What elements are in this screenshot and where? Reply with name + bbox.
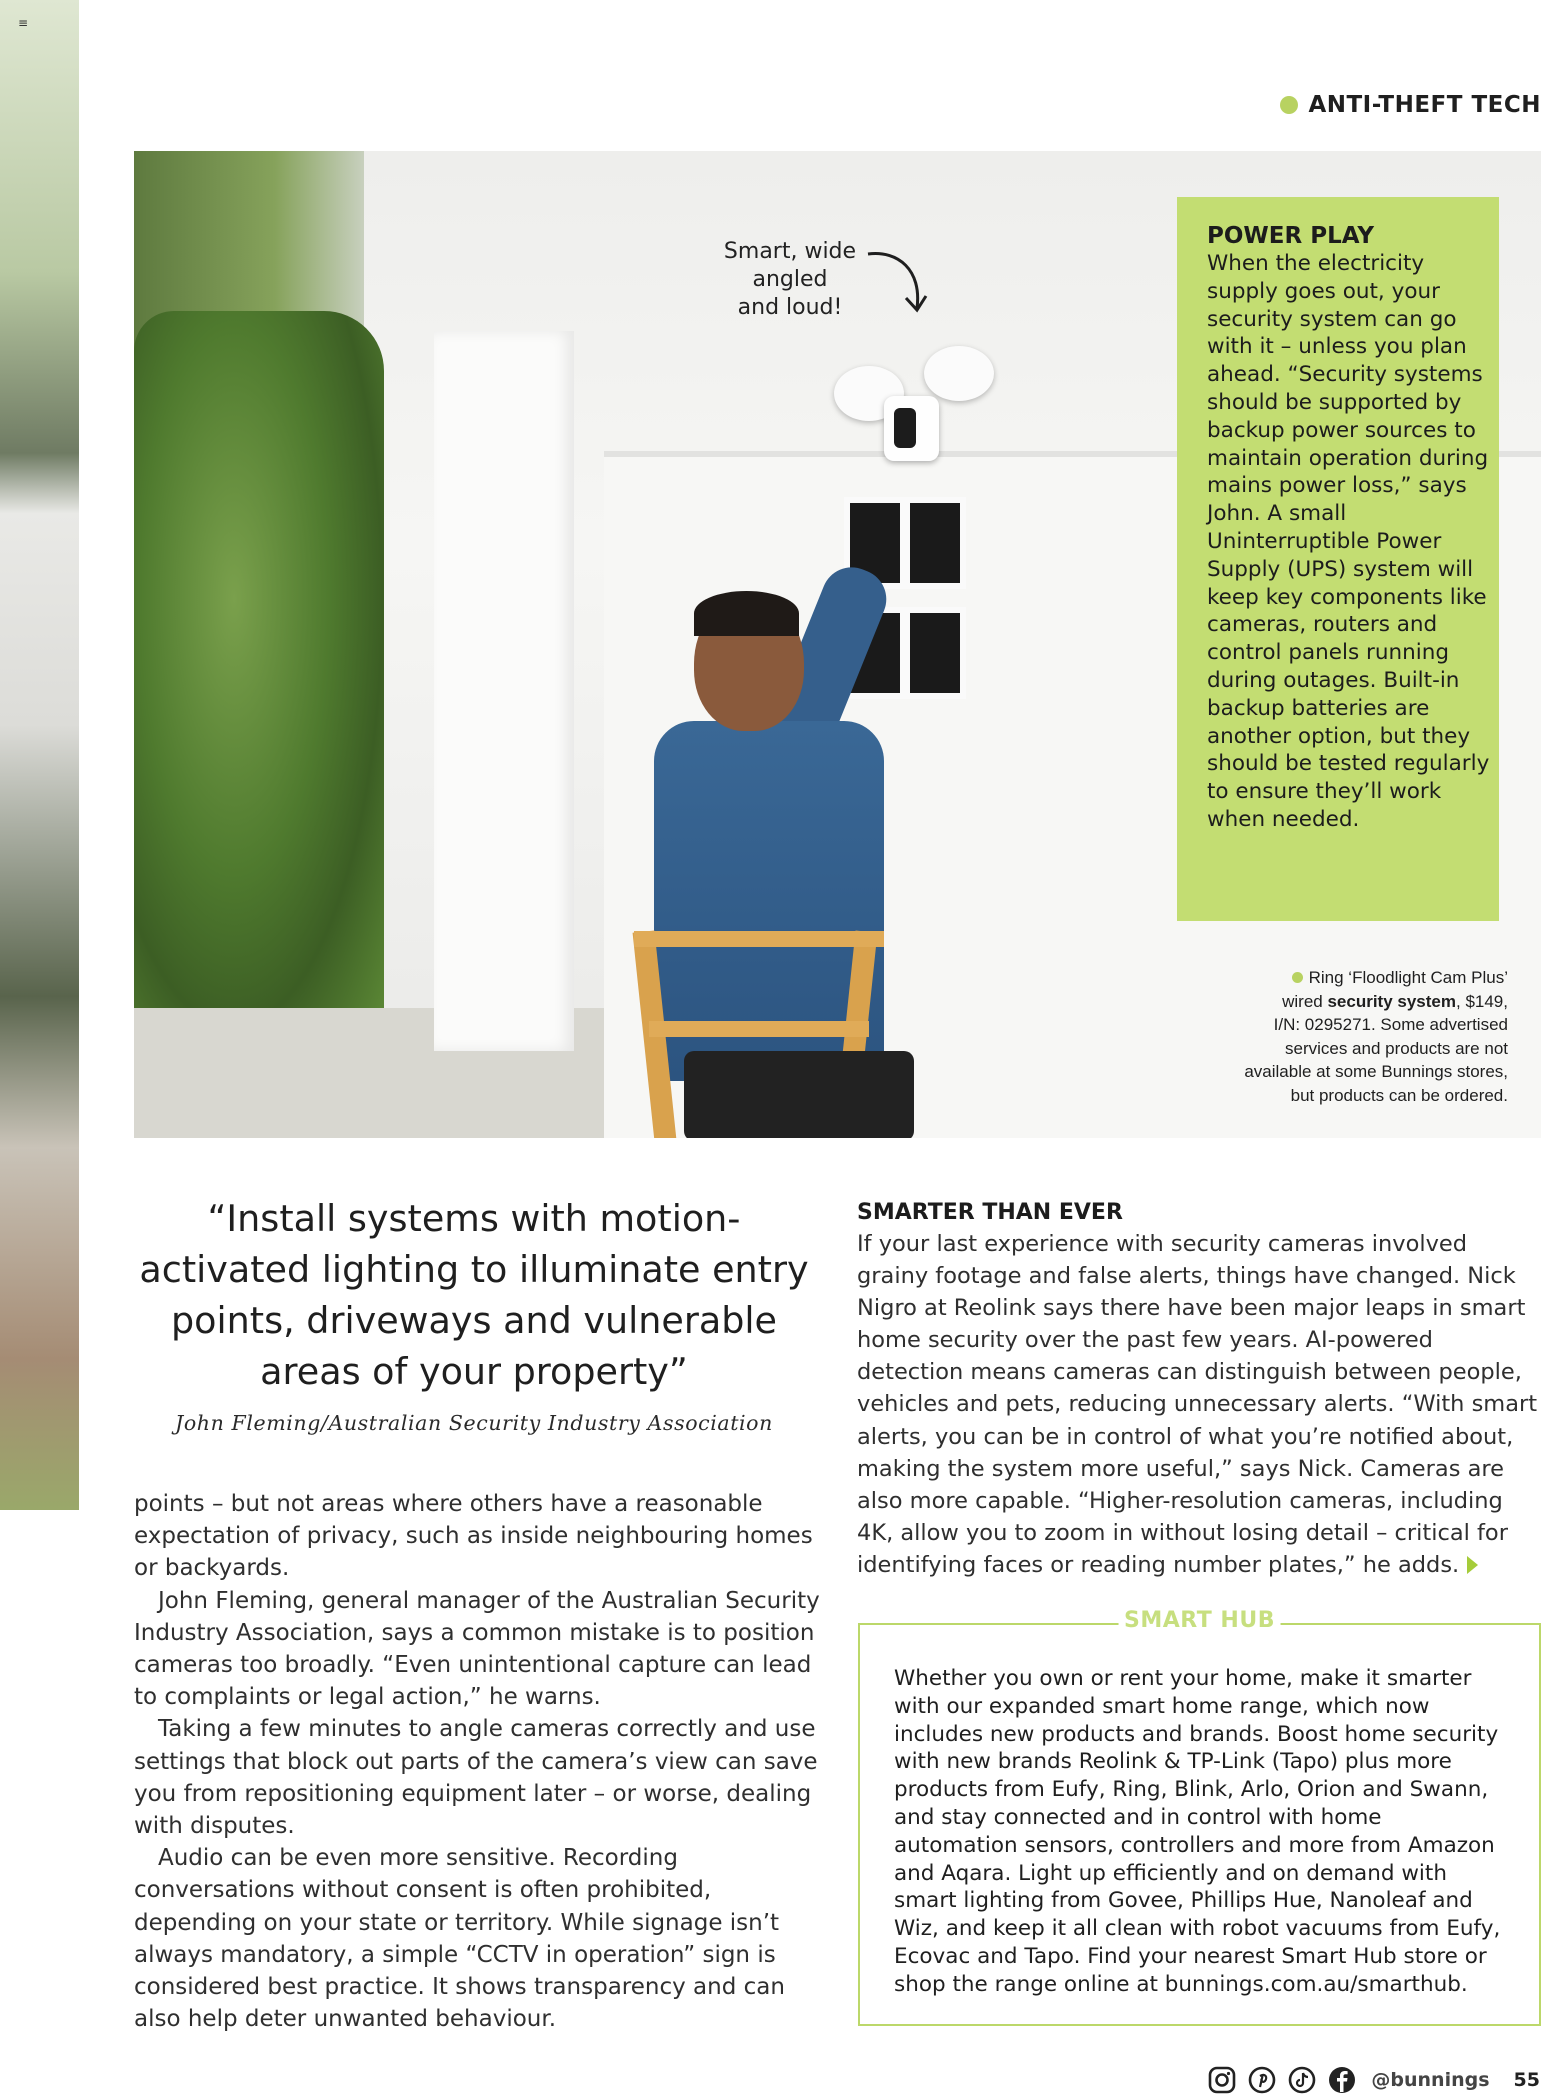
hero-caption-line: and loud! xyxy=(737,295,843,320)
credit-dot-icon xyxy=(1292,972,1303,983)
credit-line-bold: security system xyxy=(1327,991,1456,1011)
body-paragraph: Audio can be even more sensitive. Recording conversations without consent is often prohibited, depending on your state or territory. While signage isn’t always mandatory, a simple “CCTV in operation” sign is considered best practice. It shows transparency and can also help deter unwanted behaviour. xyxy=(134,1845,785,2033)
hero-caption-line: Smart, wide xyxy=(723,239,857,264)
credit-line: I/N: 0295271. Some advertised xyxy=(1273,1015,1508,1034)
pull-quote-attribution: John Fleming/Australian Security Industry Association xyxy=(175,1411,773,1435)
power-play-heading: POWER PLAY xyxy=(1207,223,1374,249)
page-footer xyxy=(1207,2065,1540,2095)
facebook-icon[interactable] xyxy=(1327,2065,1357,2095)
pull-quote-text: “Install systems with motion-activated lighting to illuminate entry points, driveways and vulnerable areas of your property” xyxy=(139,1197,809,1393)
section-dot-icon xyxy=(1280,96,1298,114)
body-paragraph: Taking a few minutes to angle cameras correctly and use settings that block out parts of the camera’s view can save you from repositioning equipment later – or worse, dealing with disputes. xyxy=(134,1716,818,1840)
credit-line: services and products are not xyxy=(1284,1038,1508,1058)
credit-line: wired xyxy=(1282,991,1328,1011)
end-mark-icon xyxy=(1467,1556,1478,1574)
menu-icon: ≡ xyxy=(18,16,29,30)
smarter-than-ever-section xyxy=(857,1198,1540,1581)
door-window xyxy=(904,497,966,589)
section-label: ANTI-THEFT TECH xyxy=(1308,92,1541,118)
curved-arrow-icon xyxy=(862,240,932,320)
toolbox xyxy=(684,1051,914,1138)
page-number: 55 xyxy=(1513,2069,1540,2091)
door-window xyxy=(904,607,966,699)
previous-page-edge xyxy=(0,0,79,1510)
power-play-box xyxy=(1177,197,1499,921)
ladder-step xyxy=(634,931,884,947)
power-play-body: When the electricity supply goes out, your security system can go with it – unless you plan ahead. “Security systems should be supported by backup power sources to maintain operation during mains power loss,” says John. A small Uninterruptible Power Supply (UPS) system will keep key components like cameras, routers and control panels running during outages. Built-in backup batteries are another option, but they should be tested regularly to ensure they’ll work when needed. xyxy=(1207,251,1490,832)
ladder-step xyxy=(649,1021,869,1037)
pillar xyxy=(434,331,574,1051)
pull-quote xyxy=(134,1193,814,1435)
product-credit xyxy=(1148,966,1508,1107)
social-handle[interactable]: @bunnings xyxy=(1371,2069,1490,2091)
person-hair xyxy=(694,591,799,636)
smart-hub-title: SMART HUB xyxy=(1118,1608,1281,1633)
hero-caption-line: angled xyxy=(752,267,828,292)
hero-caption xyxy=(702,238,878,322)
floodlight-lamp xyxy=(924,346,994,401)
tiktok-icon[interactable] xyxy=(1287,2065,1317,2095)
credit-line: but products can be ordered. xyxy=(1290,1085,1508,1105)
credit-line: Ring ‘Floodlight Cam Plus’ xyxy=(1308,968,1508,987)
hedge xyxy=(134,311,384,1031)
section-tag xyxy=(1280,92,1541,118)
section-heading: SMARTER THAN EVER xyxy=(857,1200,1123,1225)
smart-hub-body: Whether you own or rent your home, make it smarter with our expanded smart home range, which now includes new products and brands. Boost home security with new brands Reolink & TP-Link (Tapo) plus more products from Eufy, Ring, Blink, Arlo, Orion and Swann, and stay connected and in control with home automation sensors, controllers and more from Amazon and Aqara. Light up efficiently and on demand with smart lighting from Govee, Phillips Hue, Nanoleaf and Wiz, and keep it all clean with robot vacuums from Eufy, Ecovac and Tapo. Find your nearest Smart Hub store or shop the range online at bunnings.com.au/smarthub. xyxy=(894,1666,1501,1997)
credit-line: available at some Bunnings stores, xyxy=(1244,1062,1508,1081)
section-body: If your last experience with security cameras involved grainy footage and false alerts, things have changed. Nick Nigro at Reolink says there have been major leaps in smart home security over the past few years. AI-powered detection means cameras can distinguish between people, vehicles and pets, reducing unnecessary alerts. “With smart alerts, you can be in control of what you’re notified about, making the system more useful,” says Nick. Cameras are also more capable. “Higher-resolution cameras, including 4K, allow you to zoom in without losing detail – critical for identifying faces or reading number plates,” he adds. xyxy=(857,1231,1538,1578)
body-paragraph: points – but not areas where others have a reasonable expectation of privacy, such as inside neighbouring homes or backyards. xyxy=(134,1491,813,1582)
smart-hub-box xyxy=(858,1608,1541,2026)
instagram-icon[interactable] xyxy=(1207,2065,1237,2095)
credit-line: , $149, xyxy=(1456,991,1508,1011)
body-paragraph: John Fleming, general manager of the Australian Security Industry Association, says a common mistake is to position cameras too broadly. “Even unintentional capture can lead to complaints or legal action,” he warns. xyxy=(134,1587,820,1711)
article-body-left xyxy=(134,1488,824,2035)
pinterest-icon[interactable] xyxy=(1247,2065,1277,2095)
floodlight-camera xyxy=(834,346,1004,426)
